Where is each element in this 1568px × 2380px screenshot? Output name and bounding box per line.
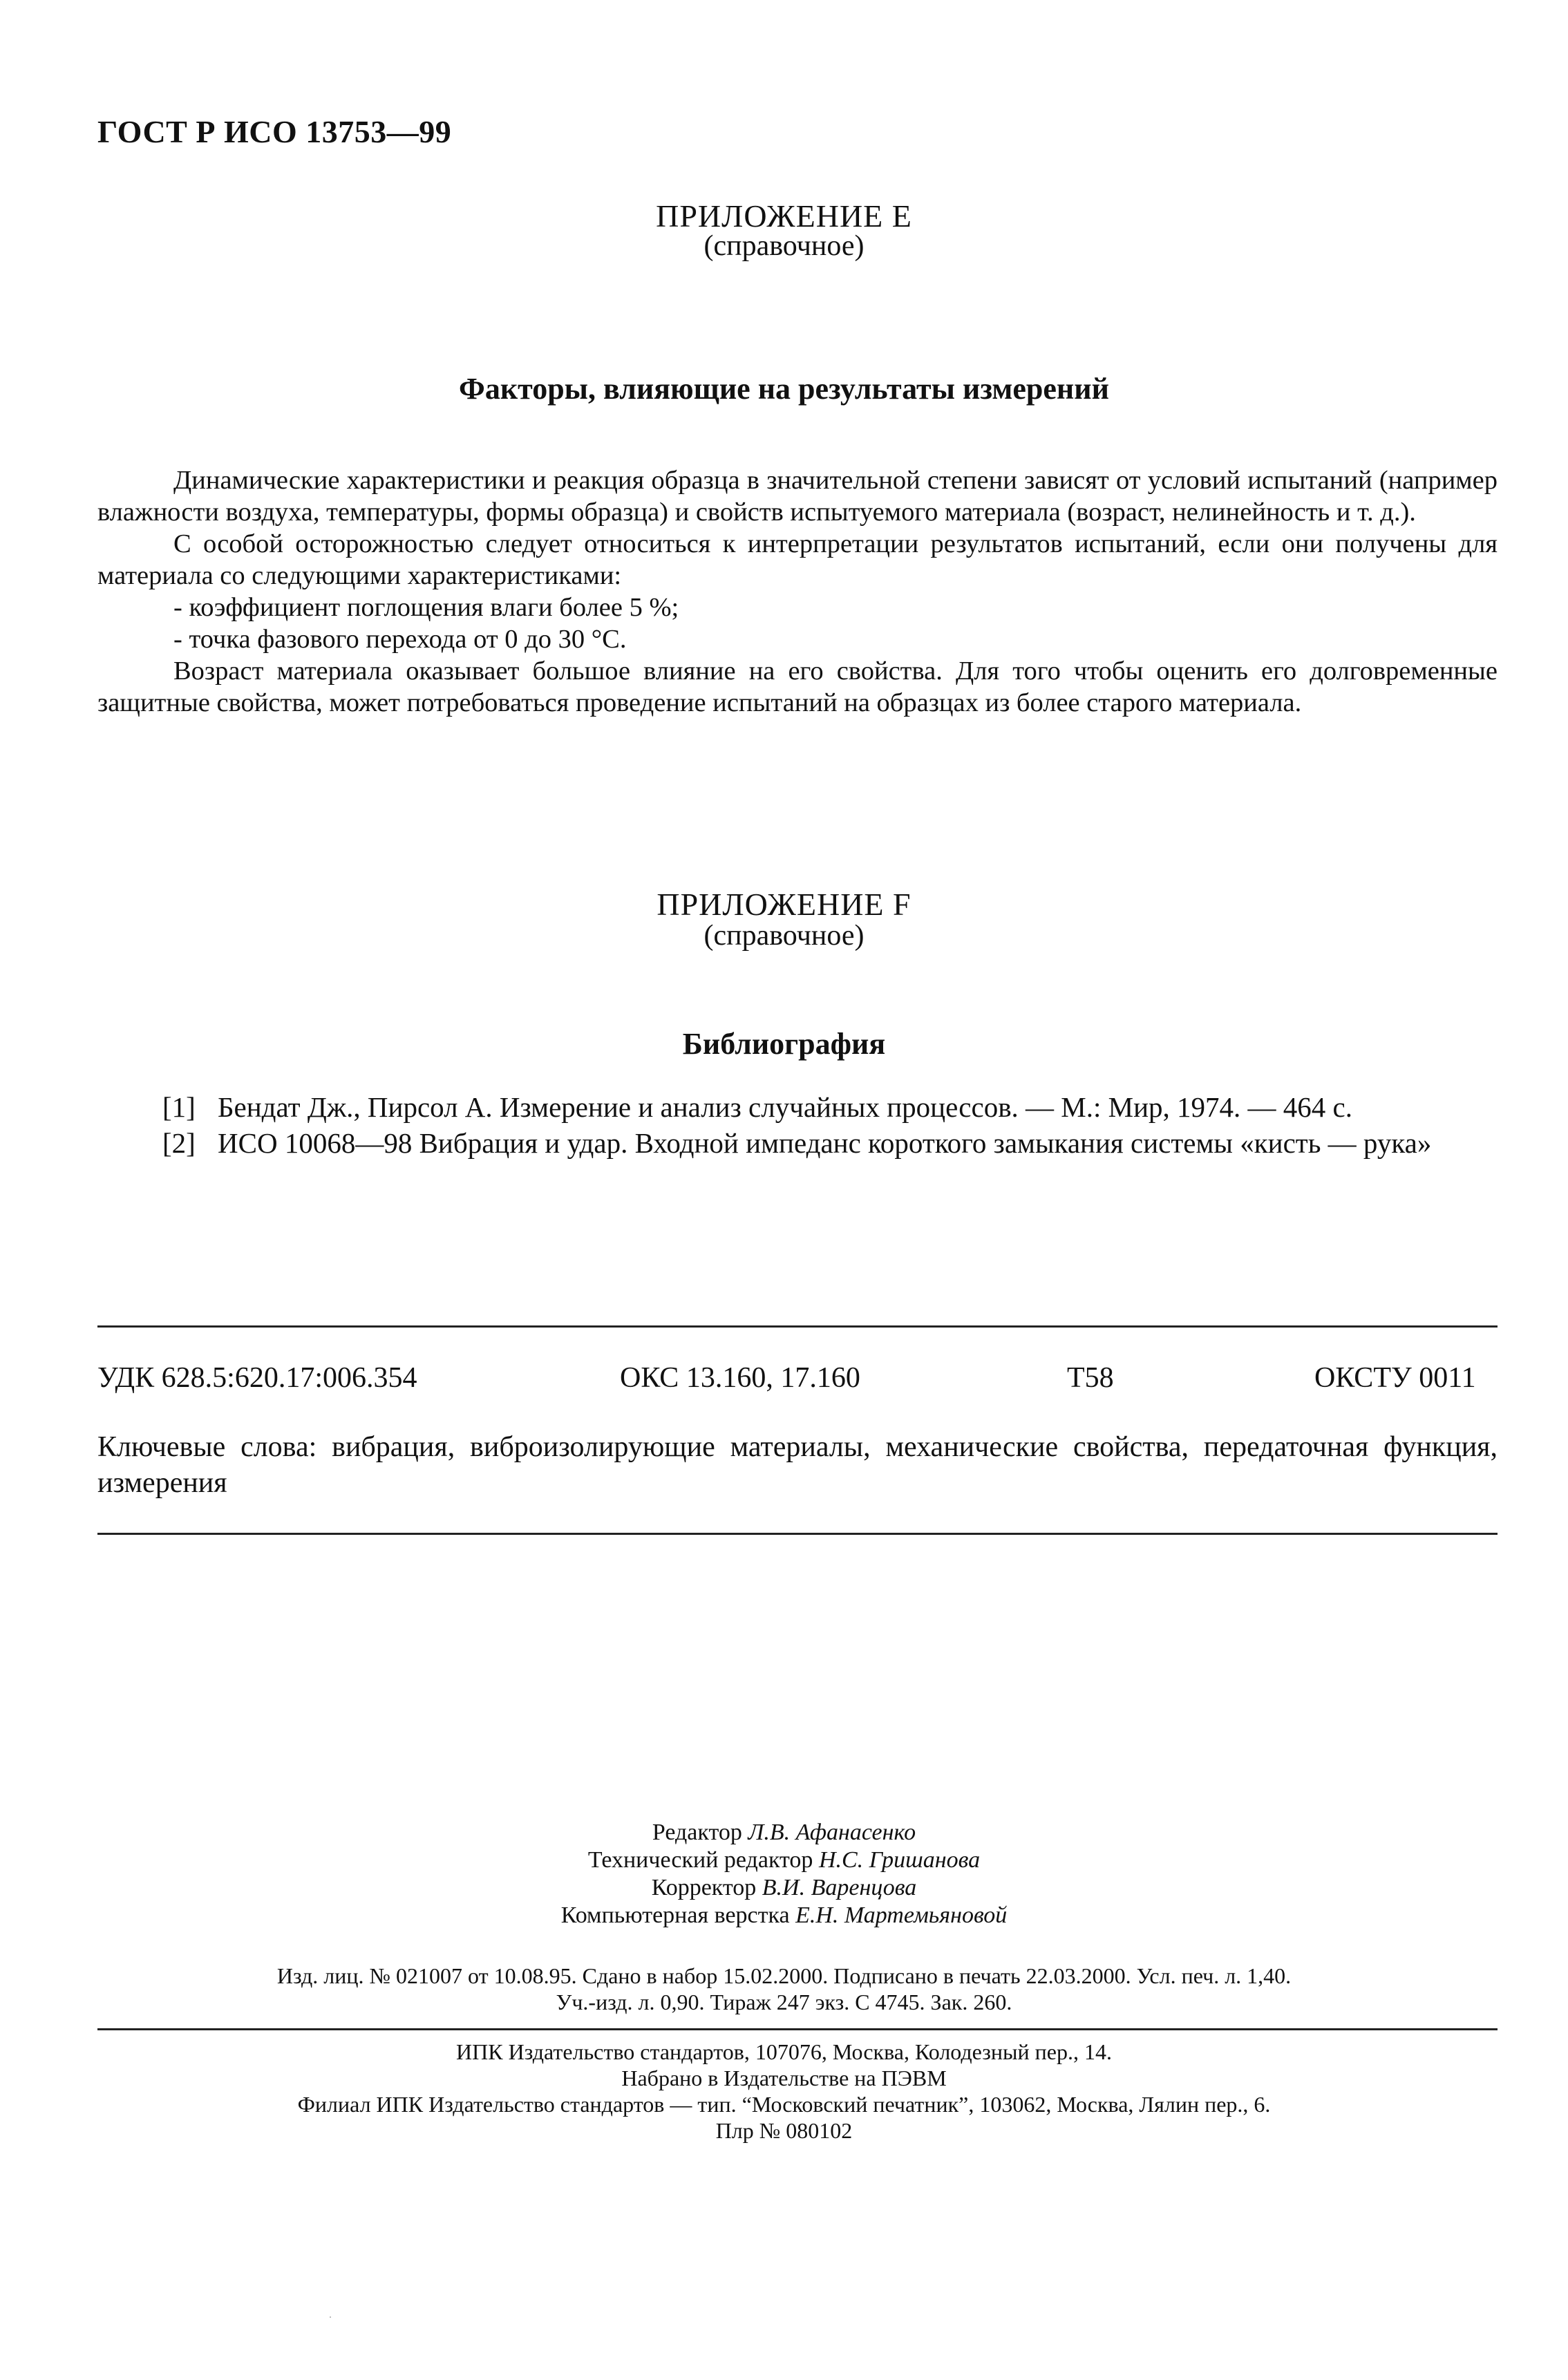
credit-technical-editor: [0, 1847, 1568, 1874]
reference-item: [162, 1126, 1498, 1160]
reference-text: ИСО 10068—98 Вибрация и удар. Входной импеданс короткого замыкания системы «кисть — рука»: [218, 1127, 1432, 1159]
print-info: [0, 1963, 1568, 2015]
group-code: Т58: [1067, 1362, 1114, 1394]
bibliography-heading: Библиография: [682, 1027, 886, 1061]
appendix-e-body: [97, 464, 1498, 719]
list-item: - коэффициент поглощения влаги более 5 %;: [173, 593, 679, 622]
appendix-f-title: ПРИЛОЖЕНИЕ F: [657, 887, 911, 922]
appendix-e-title: ПРИЛОЖЕНИЕ E: [656, 198, 912, 234]
appendix-f-subtitle: (справочное): [703, 920, 865, 952]
list-item: - точка фазового перехода от 0 до 30 °С.: [173, 625, 627, 654]
credit-role: Редактор: [652, 1820, 742, 1845]
paragraph-age: Возраст материала оказывает большое влияние на его свойства. Для того чтобы оценить его долговременные защитные свойства, может потребоваться проведение испытаний на образцах из более старого материала.: [97, 657, 1498, 717]
reference-item: [162, 1090, 1498, 1124]
credit-name: Л.В. Афанасенко: [748, 1820, 916, 1845]
publisher-line: Набрано в Издательстве на ПЭВМ: [621, 2066, 947, 2090]
publisher-line: ИПК Издательство стандартов, 107076, Москва, Колодезный пер., 14.: [456, 2039, 1112, 2064]
credit-name: Н.С. Гришанова: [818, 1847, 981, 1873]
credit-editor: [0, 1819, 1568, 1847]
scan-speck: [330, 2316, 331, 2318]
paragraph-conditions: Динамические характеристики и реакция образца в значительной степени зависят от условий испытаний (например влажности воздуха, температуры, формы образца) и свойств испытуемого материала (возраст, нелинейность и т. д.).: [97, 466, 1498, 527]
publisher-line: Плр № 080102: [715, 2118, 853, 2143]
credit-name: Е.Н. Мартемьяновой: [795, 1902, 1008, 1928]
credit-role: Технический редактор: [587, 1847, 813, 1873]
paragraph-caution: С особой осторожностью следует относиться к интерпретации результатов испытаний, если они получены для материала со следующими характеристиками:: [97, 529, 1498, 590]
publisher-line: Филиал ИПК Издательство стандартов — тип. “Московский печатник”, 103062, Москва, Лялин пер., 6.: [297, 2092, 1271, 2117]
okstu-code: ОКСТУ 0011: [1314, 1362, 1476, 1394]
credit-proofreader: [0, 1874, 1568, 1902]
divider-imprint: [97, 2028, 1498, 2030]
oks-code: ОКС 13.160, 17.160: [620, 1362, 860, 1394]
appendix-e-subtitle: (справочное): [703, 230, 865, 262]
print-info-line: Уч.-изд. л. 0,90. Тираж 247 экз. С 4745. Зак. 260.: [556, 1990, 1012, 2014]
publisher-info: [0, 2039, 1568, 2144]
credit-role: Компьютерная верстка: [560, 1902, 790, 1928]
credits-block: [0, 1819, 1568, 1929]
credit-name: В.И. Варенцова: [762, 1875, 917, 1900]
reference-number: [1]: [162, 1091, 196, 1123]
credit-role: Корректор: [651, 1875, 757, 1900]
divider-top: [97, 1325, 1498, 1328]
reference-text: Бендат Дж., Пирсол А. Измерение и анализ случайных процессов. — М.: Мир, 1974. — 464 с.: [218, 1091, 1353, 1123]
document-header: ГОСТ Р ИСО 13753—99: [97, 114, 452, 149]
keywords: Ключевые слова: вибрация, виброизолирующие материалы, механические свойства, передаточная функция, измерения: [97, 1431, 1498, 1499]
udk-code: УДК 628.5:620.17:006.354: [97, 1362, 417, 1394]
reference-number: [2]: [162, 1127, 196, 1159]
print-info-line: Изд. лиц. № 021007 от 10.08.95. Сдано в набор 15.02.2000. Подписано в печать 22.03.2000. Усл. печ. л. 1,40.: [276, 1963, 1292, 1988]
credit-layout: [0, 1902, 1568, 1929]
appendix-e-heading: Факторы, влияющие на результаты измерений: [459, 372, 1109, 406]
divider-bottom: [97, 1533, 1498, 1535]
